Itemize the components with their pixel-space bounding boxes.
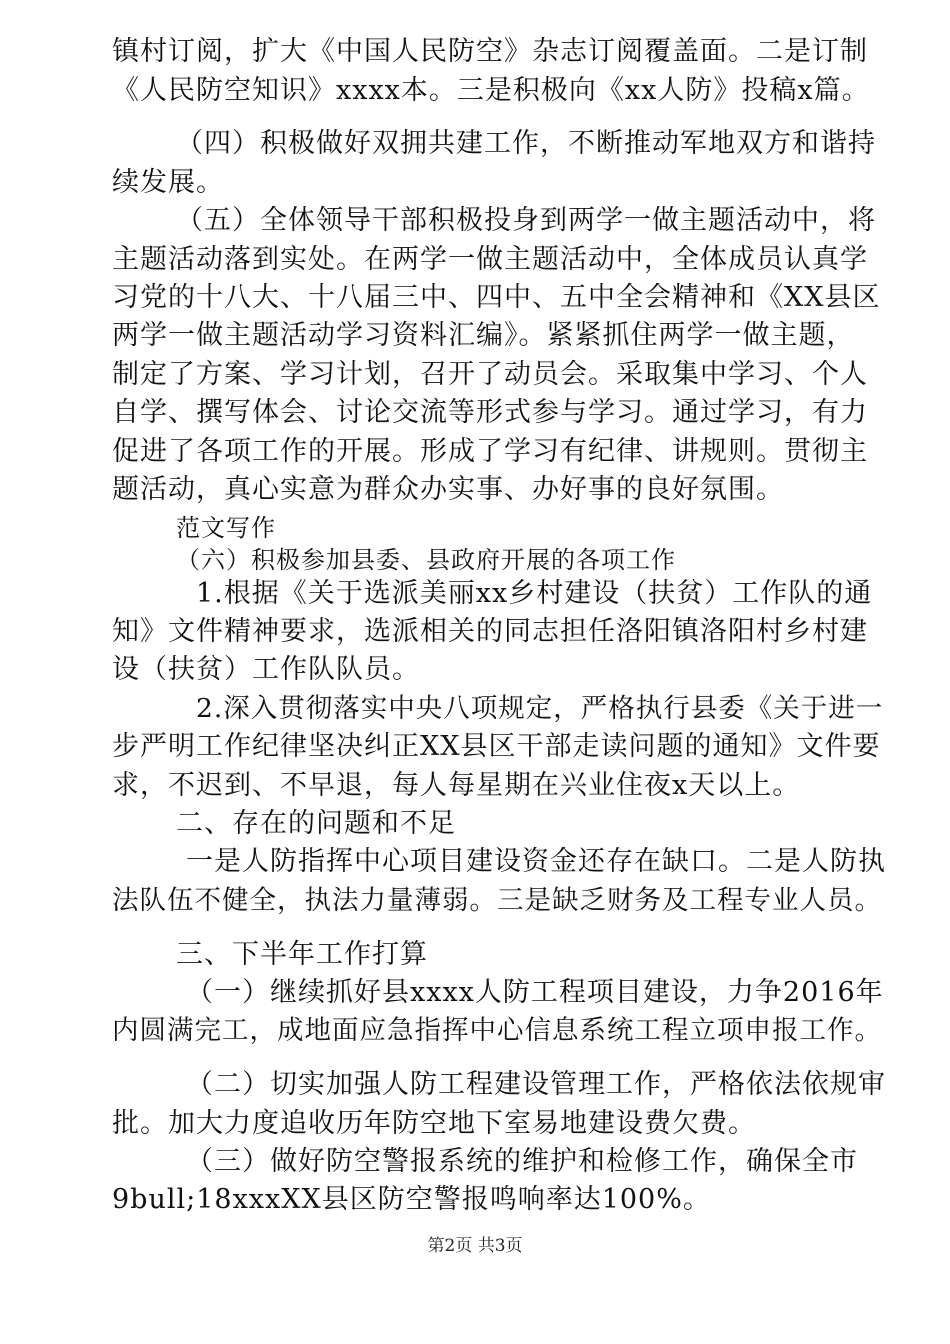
text-line: 范文写作 [176,514,276,542]
text-line: 制定了方案、学习计划，召开了动员会。采取集中学习、个人 [112,359,868,390]
text-line: 镇村订阅，扩大《中国人民防空》杂志订阅覆盖面。二是订制 [112,36,868,67]
text-line: （三）做好防空警报系统的维护和检修工作，确保全市 [186,1146,858,1177]
section-heading: 三、下半年工作打算 [176,939,428,970]
text-line: 续发展。 [112,167,224,198]
text-line: 习党的十八大、十八届三中、四中、五中全会精神和《XX县区 [112,282,881,313]
text-line: 2.深入贯彻落实中央八项规定，严格执行县委《关于进一 [196,693,884,724]
text-line: 批。加大力度追收历年防空地下室易地建设费欠费。 [112,1108,756,1139]
text-line: 两学一做主题活动学习资料汇编》。紧紧抓住两学一做主题， [112,320,855,351]
section-heading: 二、存在的问题和不足 [176,808,456,839]
text-line: 题活动，真心实意为群众办实事、办好事的良好氛围。 [112,474,784,505]
text-line: 求，不迟到、不早退，每人每星期在兴业住夜x天以上。 [112,770,801,801]
text-line: （五）全体领导干部积极投身到两学一做主题活动中，将 [176,205,876,236]
text-line: （四）积极做好双拥共建工作，不断推动军地双方和谐持 [176,128,876,159]
text-line: （六）积极参加县委、县政府开展的各项工作 [176,546,676,574]
text-line: 9bull;18xxxXX县区防空警报鸣响率达100%。 [112,1184,711,1215]
text-line: （一）继续抓好县xxxx人防工程项目建设，力争2016年 [186,977,884,1008]
text-line: 《人民防空知识》xxxx本。三是积极向《xx人防》投稿x篇。 [112,75,870,106]
text-line: 法队伍不健全，执法力量薄弱。三是缺乏财务及工程专业人员。 [112,885,882,916]
text-line: 1.根据《关于选派美丽xx乡村建设（扶贫）工作队的通 [196,578,873,609]
text-line: 主题活动落到实处。在两学一做主题活动中，全体成员认真学 [112,244,868,275]
text-line: 内圆满完工，成地面应急指挥中心信息系统工程立项申报工作。 [112,1015,882,1046]
text-line: 步严明工作纪律坚决纠正XX县区干部走读问题的通知》文件要 [112,731,881,762]
text-line: 自学、撰写体会、讨论交流等形式参与学习。通过学习，有力 [112,397,868,428]
text-line: 知》文件精神要求，选派相关的同志担任洛阳镇洛阳村乡村建 [112,616,868,647]
text-line: （二）切实加强人防工程建设管理工作，严格依法依规审 [186,1069,886,1100]
text-line: 设（扶贫）工作队队员。 [112,654,420,685]
text-line: 一是人防指挥中心项目建设资金还存在缺口。二是人防执 [186,846,886,877]
page-number: 第2页 共3页 [427,1236,523,1256]
text-line: 促进了各项工作的开展。形成了学习有纪律、讲规则。贯彻主 [112,436,868,467]
